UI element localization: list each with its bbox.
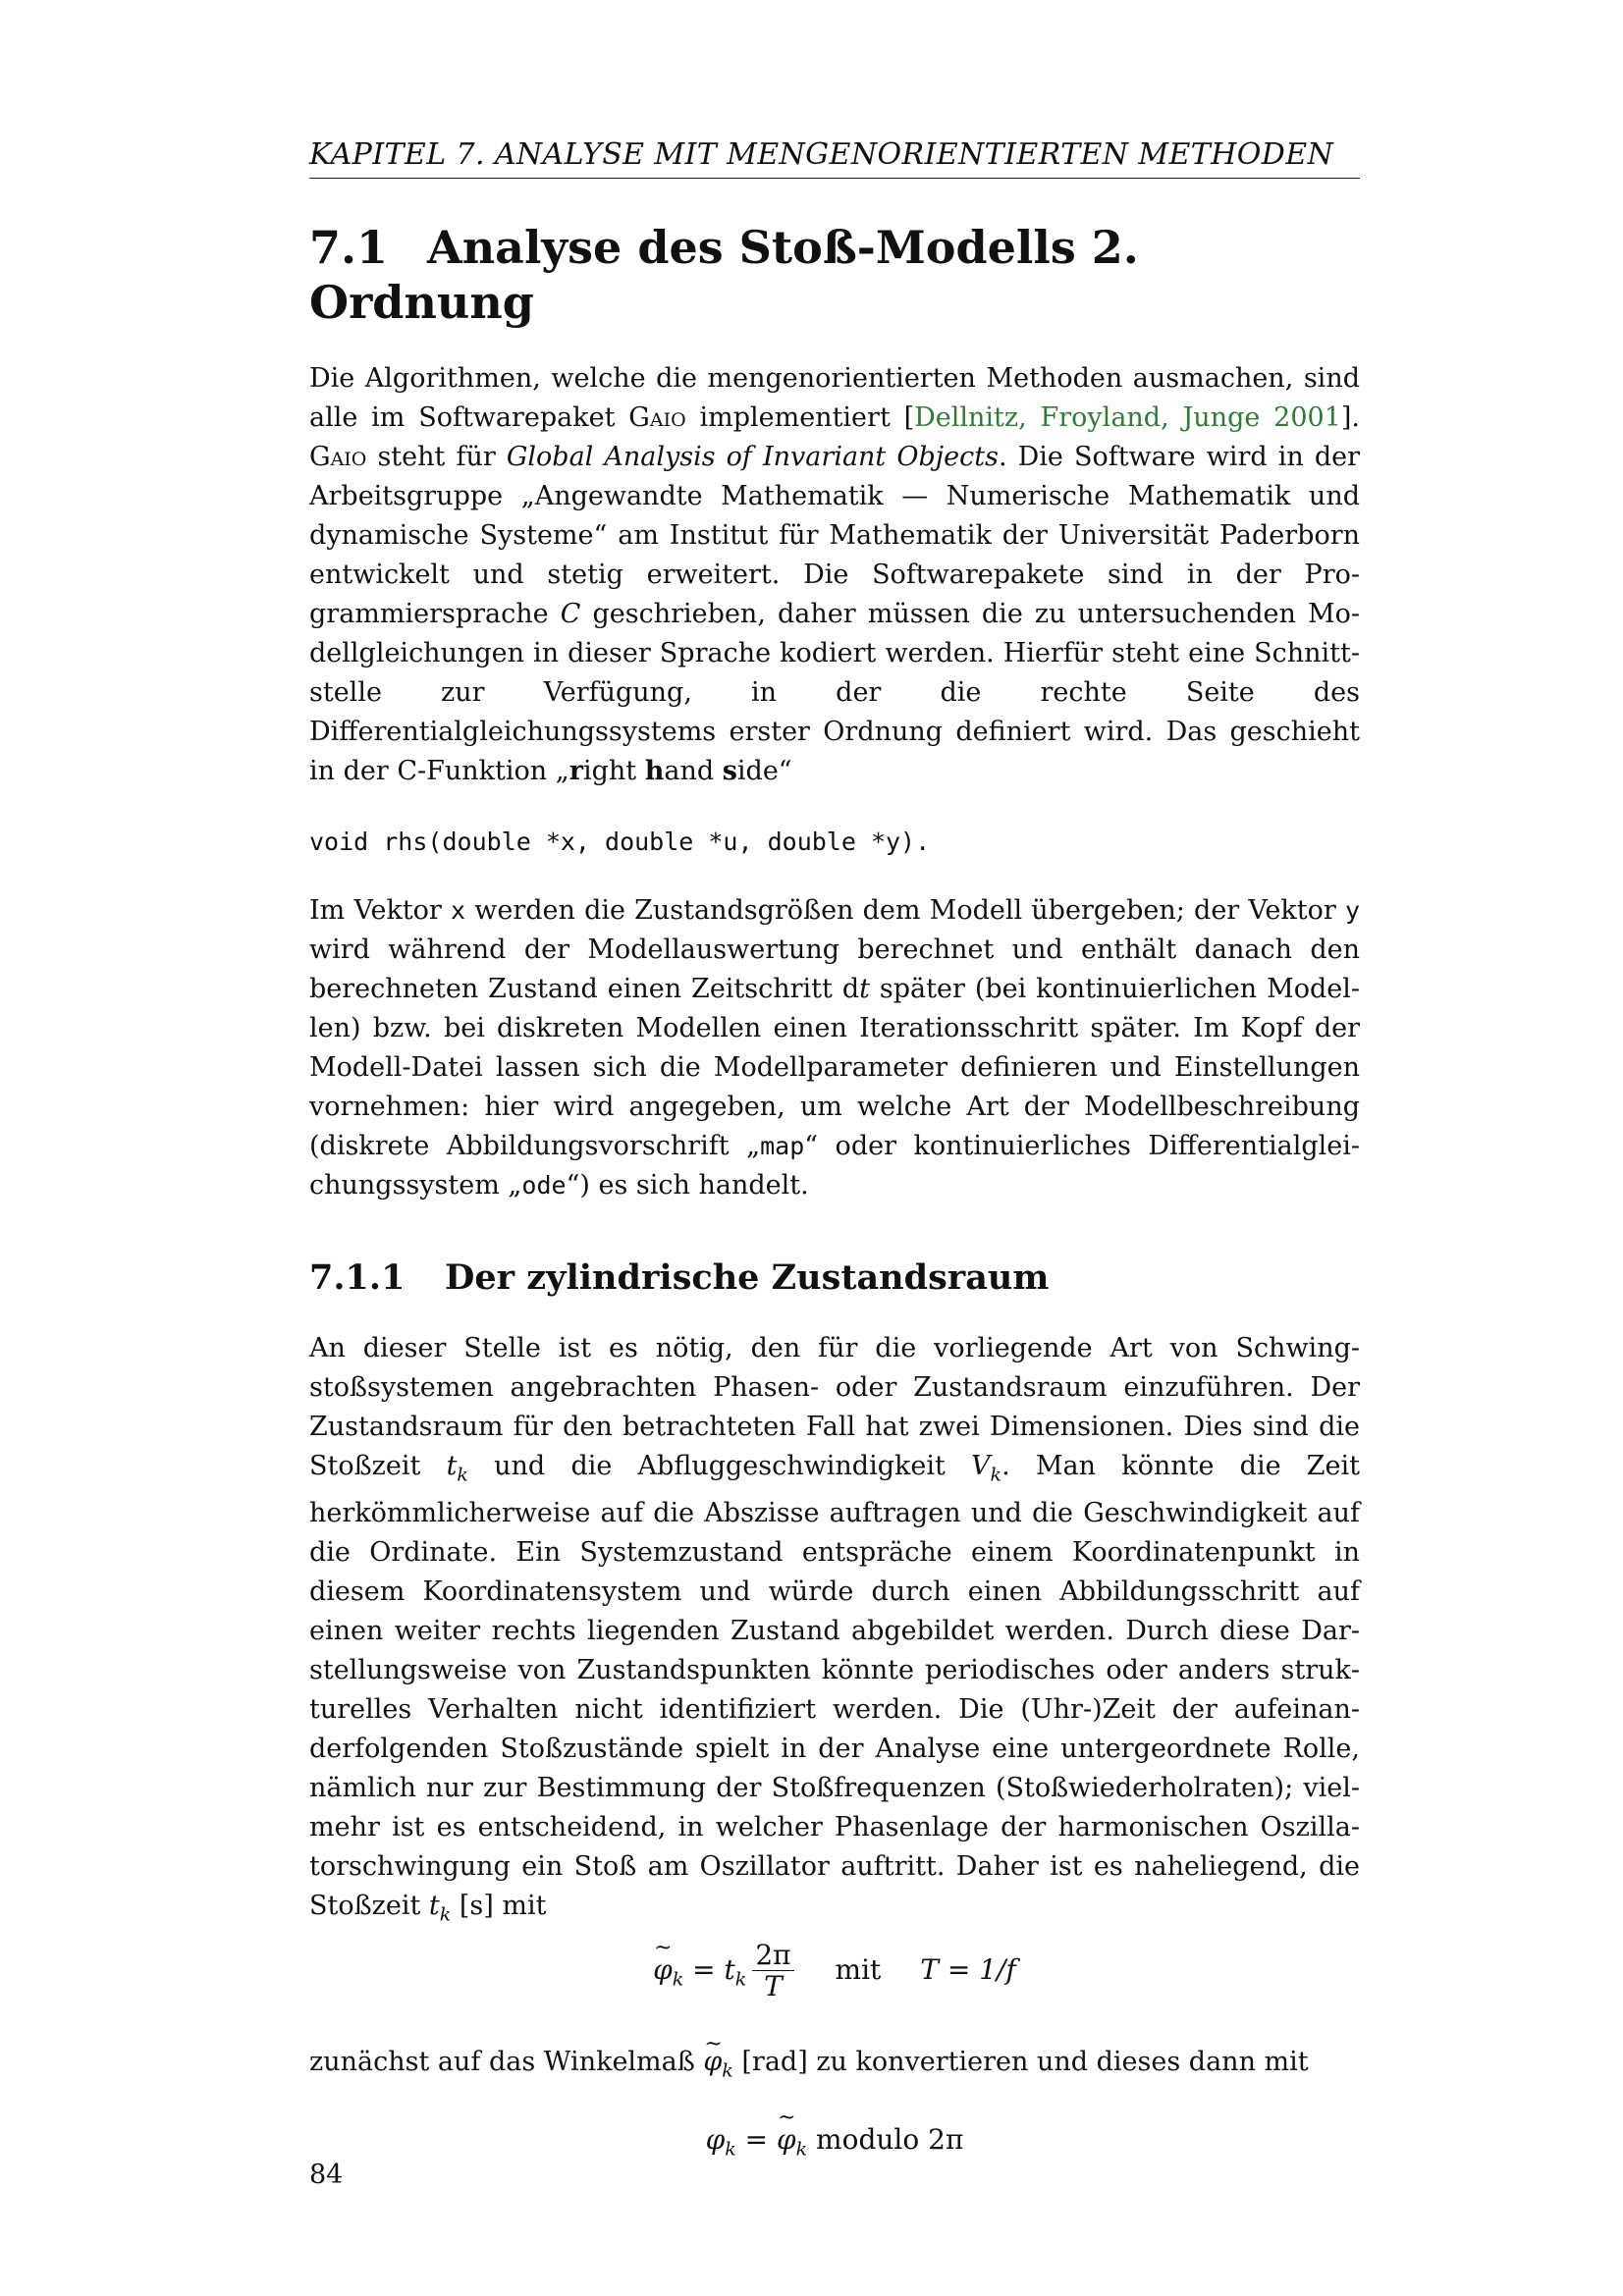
math-fraction <box>752 1938 793 2002</box>
bold-letter: r <box>568 756 583 786</box>
subsection-heading <box>309 1256 1360 1300</box>
text-run: geschrieben, daher müssen die zu untersuchenden Modellgleichungen in dieser Sprache kodiert werden. Hierfür steht eine Schnittstelle zur Verfügung, in der die rechte Seite des Differentialgleichungssystems erster Ordnung definiert wird. Das geschieht in der C-Funktion „ <box>309 599 1361 786</box>
math-sub-k: k <box>795 2138 808 2161</box>
bold-letter: s <box>722 756 737 786</box>
fraction-denominator: T <box>764 1969 783 2002</box>
math-sub-k: k <box>722 2059 733 2082</box>
math-phi-tilde: ~ φ <box>653 1953 673 1986</box>
running-head: KAPITEL 7. ANALYSE MIT MENGENORIENTIERTEN METHODEN <box>309 137 1360 179</box>
subsection-title: Der zylindrische Zustandsraum <box>445 1257 1050 1298</box>
math-t: t <box>428 1891 440 1922</box>
page-number: 84 <box>309 2160 344 2190</box>
gaio-expansion: Global Analysis of Invariant Objects <box>506 442 999 472</box>
text-run: An dieser Stelle ist es nötig, den für die vorliegende Art von Schwingstoßsystemen angebrachten Phasen- oder Zustandsraum einzuführen. Der Zustandsraum für den betrachteten Fall hat zwei Dimensionen. Dies sind die Stoßzeit <box>309 1333 1360 1481</box>
section-title: Analyse des Stoß-Modells 2. Ordnung <box>309 221 1139 329</box>
gaio-name: Gaio <box>309 442 367 472</box>
code-y: y <box>1344 896 1360 925</box>
math-t: t <box>446 1451 458 1481</box>
text-run: implementiert [ <box>685 402 915 433</box>
math-sub-k: k <box>457 1464 468 1486</box>
paragraph-intro <box>309 359 1360 791</box>
text-run: Im Vektor <box>309 895 451 926</box>
text-run: zunächst auf das Winkelmaß <box>309 2046 704 2077</box>
paragraph-vectors <box>309 891 1360 1205</box>
text-run: wird während der Modellauswertung berechnet und enthält danach den berechneten Zustand einen Zeitschritt d <box>309 934 1360 1004</box>
code-x: x <box>451 896 466 925</box>
page-body <box>309 137 1360 2166</box>
math-equals: = <box>683 1952 725 1986</box>
text-run: Die Algorithmen, welche die mengenorientierten Methoden ausmachen, sind alle im Softwarepaket <box>309 363 1360 433</box>
math-phi-tilde: ~ φ <box>777 2123 796 2156</box>
formula-modulo <box>309 2123 1360 2166</box>
text-run: werden die Zustandsgrößen dem Modell übergeben; der Vektor <box>465 895 1345 926</box>
code-line: void rhs(double *x, double *u, double *y). <box>309 828 931 856</box>
section-number: 7.1 <box>309 221 389 274</box>
text-run: [rad] zu konvertieren und dieses dann mit <box>732 2046 1309 2077</box>
text-run: und die Abfluggeschwindigkeit <box>467 1451 972 1481</box>
math-modulo: modulo 2π <box>807 2123 964 2157</box>
citation-link[interactable]: Dellnitz, Froyland, Junge 2001 <box>914 402 1341 433</box>
text-run: später (bei kontinuierlichen Modellen) bzw. bei diskreten Modellen einen Iterationsschritt später. Im Kopf der Modell-Datei lassen sich die Modellparameter definieren und Einstellungen vornehmen: hier wird angegeben, um welche Art der Modellbeschreibung (diskrete Abbildungsvorschrift „ <box>309 974 1360 1161</box>
text-run: . Die Software wird in der Arbeitsgruppe „Angewandte Mathematik — Numerische Mathematik und dynamische Systeme“ am Institut für Mathematik der Universität Paderborn entwickelt und stetig erweitert. Die Softwarepakete sind in der Programmiersprache <box>309 442 1361 629</box>
math-sub-k: k <box>672 1968 684 1991</box>
math-t: t <box>724 1952 735 1986</box>
fraction-numerator: 2π <box>752 1941 793 1971</box>
text-run: ight <box>582 756 645 786</box>
section-heading <box>309 220 1360 330</box>
formula-phase-conversion <box>309 1938 1360 2019</box>
math-sub-k: k <box>734 1968 747 1991</box>
formula-word-mit: mit <box>835 1952 882 1986</box>
paragraph-state-space <box>309 1329 1360 1935</box>
c-language: C <box>560 599 581 629</box>
math-sub-k: k <box>990 1464 1002 1486</box>
text-run: and <box>664 756 723 786</box>
text-run: ]. <box>1340 402 1360 433</box>
text-run: “ oder kontinuierliches Differentialgleichungssystem „ <box>309 1131 1360 1201</box>
text-run: . Man könnte die Zeit herkömmlicherweise auf die Abszisse auftragen und die Geschwindigkeit auf die Ordinate. Ein Systemzustand entspräche einem Koordinatenpunkt in diesem Koordinatensystem und würde durch einen Abbildungsschritt auf einen weiter rechts liegenden Zustand abgebildet werden. Durch diese Darstellungsweise von Zustandspunkten könnte periodisches oder anders strukturelles Verhalten nicht identifiziert werden. Die (Uhr-)Zeit der aufeinanderfolgenden Stoßzustände spielt in der Analyse eine untergeordnete Rolle, nämlich nur zur Bestimmung der Stoßfrequenzen (Stoßwiederholraten); vielmehr ist es entscheidend, in welcher Phasenlage der harmonischen Oszillatorschwingung ein Stoß am Oszillator auftritt. Daher ist es naheliegend, die Stoßzeit <box>309 1451 1361 1922</box>
math-equals: = <box>735 2123 778 2157</box>
math-t: t <box>859 974 870 1004</box>
formula-period: T = 1/f <box>920 1952 1016 1986</box>
code-map: map <box>760 1132 805 1160</box>
bold-letter: h <box>644 756 665 786</box>
math-phi: φ <box>705 2123 726 2157</box>
text-run: [s] mit <box>451 1891 547 1922</box>
text-run: steht für <box>366 442 507 472</box>
text-run: “) es sich handelt. <box>566 1170 809 1201</box>
math-sub-k: k <box>439 1903 452 1926</box>
paragraph-convert <box>309 2043 1360 2090</box>
text-run: ide“ <box>736 756 792 786</box>
code-ode: ode <box>521 1171 567 1200</box>
gaio-name: Gaio <box>628 402 686 433</box>
math-phi-tilde: ~ φ <box>703 2043 722 2082</box>
math-sub-k: k <box>725 2138 736 2161</box>
subsection-number: 7.1.1 <box>309 1257 406 1298</box>
math-v: V <box>971 1451 991 1481</box>
